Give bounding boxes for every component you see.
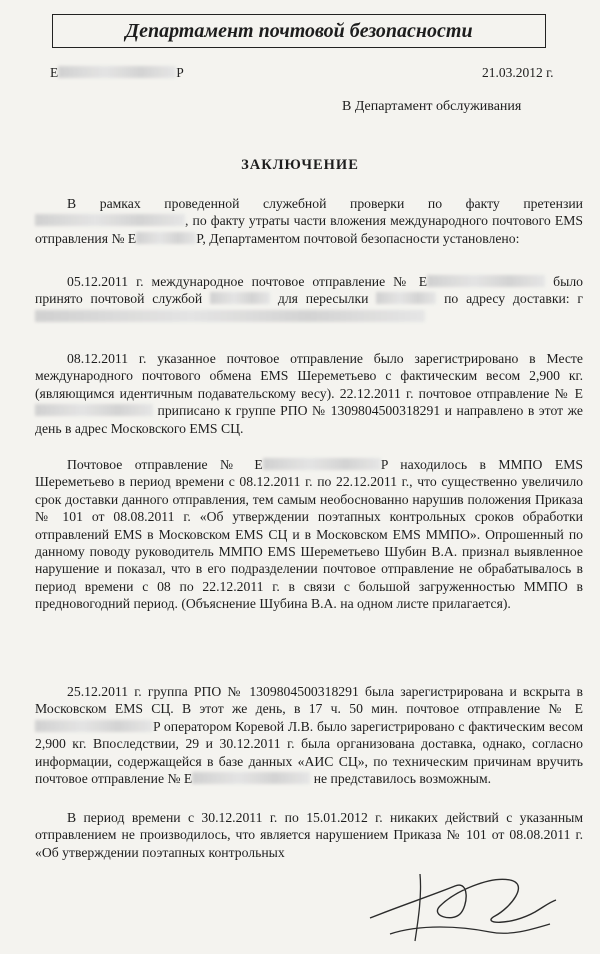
document-date: 21.03.2012 г. — [482, 65, 554, 80]
paragraph-3-text-b: приписано к группе РПО № 1309804500318291 и направлено в этот же день в адрес Московского EMS СЦ. — [35, 403, 583, 436]
paragraph-1-text-b: , по факту утраты части вложения международного почтового EMS отправления № E — [35, 213, 583, 246]
redacted-country — [210, 292, 270, 304]
redacted-address — [35, 310, 425, 322]
outgoing-reference — [50, 65, 184, 81]
redacted-item-number — [263, 458, 381, 470]
redacted-item-number — [35, 720, 153, 732]
ref-suffix: P — [176, 65, 184, 80]
paragraph-6 — [35, 809, 583, 861]
paragraph-6-text-a: В период времени с 30.12.2011 г. по 15.01.2012 г. никаких действий с указанным отправлением не производилось, что является нарушением Приказа № 101 от 08.08.2011 г. «Об утверждении поэтапных контрольных — [35, 810, 583, 860]
redacted-reference — [58, 66, 176, 78]
handwritten-signature — [360, 866, 560, 946]
paragraph-2 — [35, 273, 583, 325]
paragraph-1 — [35, 195, 583, 247]
paragraph-5-text-c: не представилось возможным. — [310, 771, 492, 787]
paragraph-2-text-c: для пересылки — [270, 291, 369, 307]
redacted-item-number — [192, 772, 310, 784]
paragraph-5 — [35, 683, 583, 787]
paragraph-1-text-a: В рамках проведенной служебной проверки по факту претензии — [67, 196, 583, 211]
paragraph-2-text-b: было принято почтовой службой — [35, 274, 583, 307]
redacted-item-number — [136, 232, 196, 244]
redacted-claimant — [35, 214, 185, 226]
redacted-recipient — [376, 292, 436, 304]
paragraph-3 — [35, 350, 583, 437]
ref-prefix: E — [50, 65, 59, 80]
paragraph-4-text-b: P находилось в ММПО EMS Шереметьево в период времени с 08.12.2011 г. по 22.12.2011 г., что существенно увеличило срок доставки данного отправления, тем самым необоснованно нарушив положения Приказа № 101 от 08.08.2011 г. «Об утверждении поэтапных контрольных сроков обработки отправлений EMS в Московском EMS СЦ и в Московском EMS ММПО». Опрошенный по данному поводу руководитель ММПО EMS Шереметьево Шубин В.А. признал выявленное нарушение и показал, что в его подразделении почтовое отправление не обрабатывалось в период времени с 08 по 22.12.2011 г. в связи с большой загруженностью ММПО в предновогодний период. (Объяснение Шубина В.А. на одном листе прилагается). — [35, 457, 583, 612]
department-header: Департамент почтовой безопасности — [52, 14, 546, 48]
paragraph-1-text-c: P, Департаментом почтовой безопасности установлено: — [196, 230, 520, 246]
paragraph-4 — [35, 456, 583, 613]
document-title: ЗАКЛЮЧЕНИЕ — [241, 157, 359, 173]
redacted-item-number — [35, 404, 153, 416]
redacted-item-number — [427, 275, 545, 287]
paragraph-2-text-a: 05.12.2011 г. международное почтовое отправление № E — [67, 274, 428, 289]
paragraph-3-text-a: 08.12.2011 г. указанное почтовое отправление было зарегистрировано в Месте международного почтового обмена EMS Шереметьево с фактическим весом 2,900 кг. (являющимся идентичным подавательскому весу). 22.12.2011 г. почтовое отправление № E — [35, 351, 583, 401]
paragraph-2-text-d: по адресу доставки: г — [436, 291, 584, 307]
paragraph-5-text-a: 25.12.2011 г. группа РПО № 1309804500318291 была зарегистрирована и вскрыта в Московском EMS СЦ. В этот же день, в 17 ч. 50 мин. почтовое отправление № E — [35, 684, 583, 717]
paragraph-5-text-b: P оператором Коревой Л.В. было зарегистрировано с фактическим весом 2,900 кг. Впоследствии, 29 и 30.12.2011 г. была организована доставка, однако, согласно информации, содержащейся в базе данных «АИС СЦ», по техническим причинам вручить почтовое отправление № E — [35, 718, 583, 787]
addressee: В Департамент обслуживания — [342, 99, 522, 114]
paragraph-4-text-a: Почтовое отправление № E — [67, 457, 263, 472]
